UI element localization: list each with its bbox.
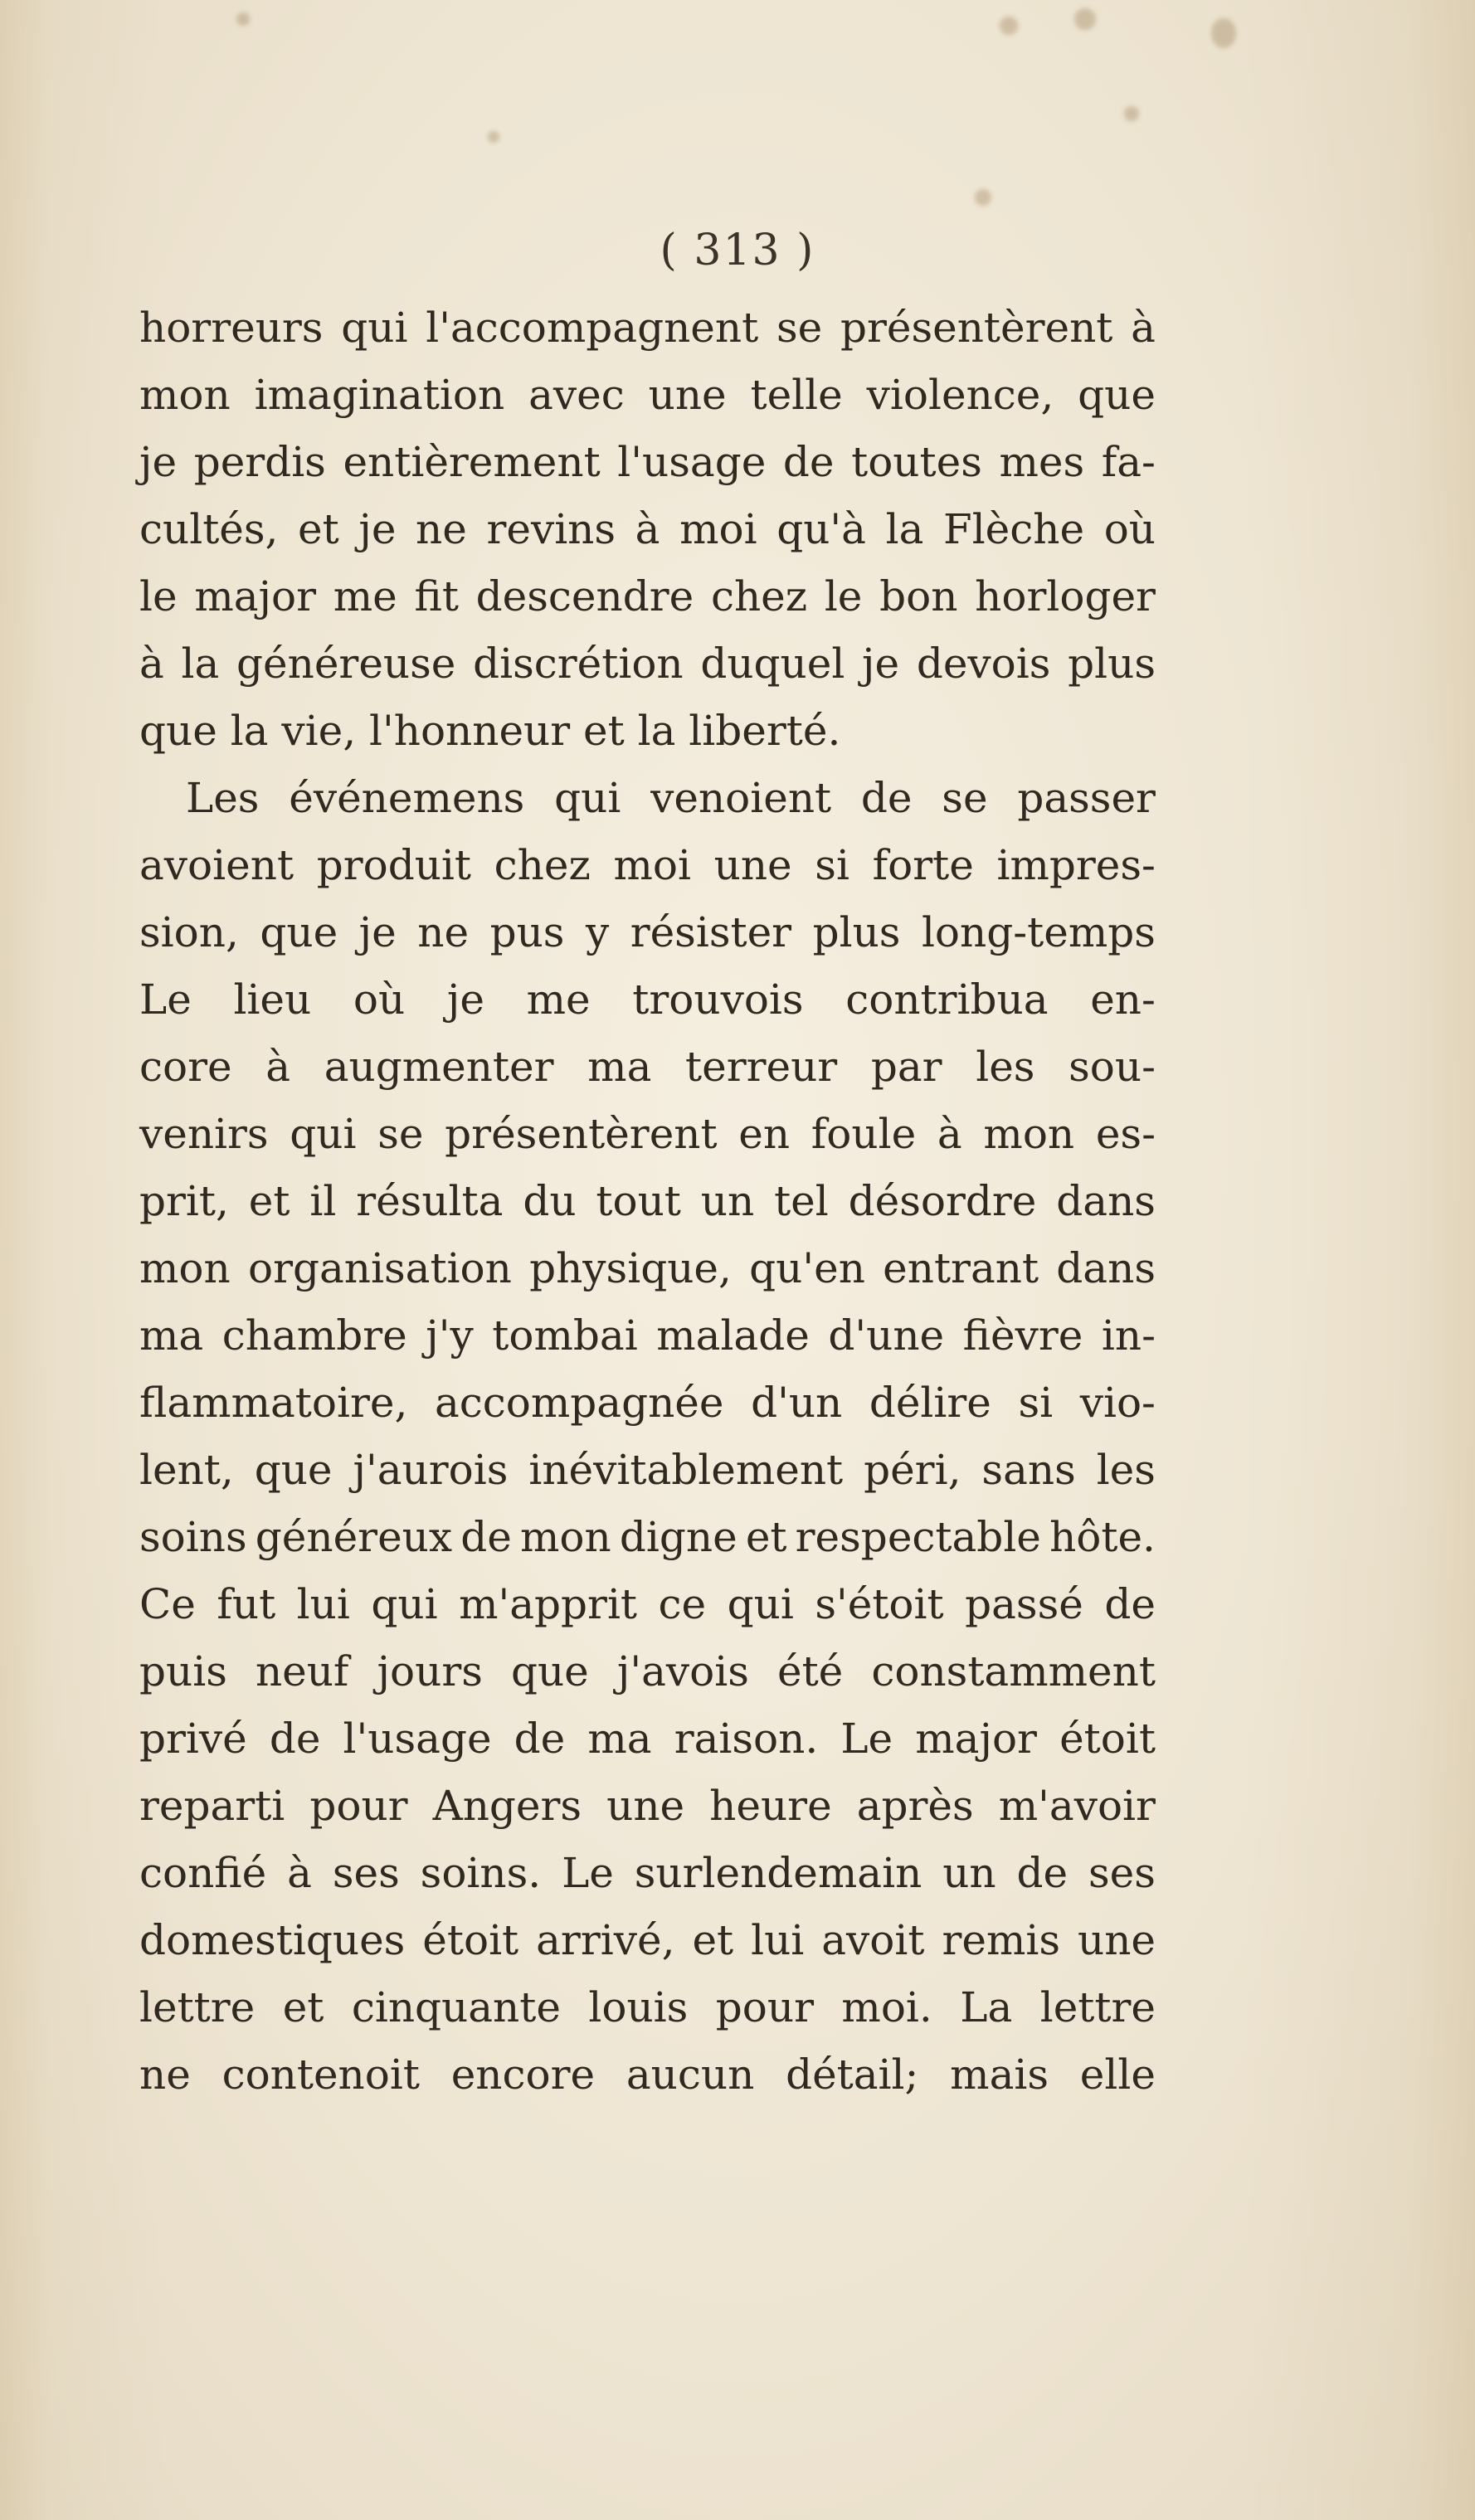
foxing-spot xyxy=(1124,106,1139,121)
word: mon xyxy=(519,1513,611,1561)
word: de xyxy=(1016,1849,1069,1897)
word: l'accompagnent xyxy=(426,304,759,352)
word: chambre xyxy=(221,1311,407,1360)
text-line xyxy=(139,1705,1156,1773)
text-line xyxy=(139,1369,1156,1437)
word: la xyxy=(885,505,924,553)
word: les xyxy=(976,1043,1035,1091)
word: constamment xyxy=(871,1647,1156,1695)
word: tout xyxy=(596,1177,681,1225)
word: été xyxy=(777,1647,844,1695)
word: avec xyxy=(528,371,625,419)
word: pour xyxy=(715,1983,814,2031)
word: à xyxy=(139,640,164,688)
text-line xyxy=(139,1974,1156,2041)
text-line xyxy=(139,630,1156,698)
word: de xyxy=(860,774,913,822)
word: j'aurois xyxy=(353,1446,509,1494)
word: elle xyxy=(1079,2051,1156,2099)
foxing-spot xyxy=(1000,17,1018,35)
word: une xyxy=(1078,1916,1156,1964)
word: et xyxy=(298,505,339,553)
word: un xyxy=(700,1177,755,1225)
word: je xyxy=(862,640,900,688)
word: que xyxy=(254,1446,333,1494)
word: à xyxy=(937,1110,962,1158)
word: si xyxy=(1018,1379,1054,1427)
word: après xyxy=(856,1782,974,1830)
word: privé xyxy=(139,1715,247,1763)
text-line xyxy=(139,1168,1156,1235)
text-line xyxy=(139,1235,1156,1302)
word: horreurs xyxy=(139,304,324,352)
word: domestiques xyxy=(139,1916,406,1964)
word: inévitablement xyxy=(528,1446,844,1494)
word: par xyxy=(870,1043,942,1091)
word: qu'à xyxy=(776,505,866,553)
word: m'avoir xyxy=(998,1782,1156,1830)
word: le xyxy=(139,572,178,620)
word: la xyxy=(181,640,220,688)
word: de xyxy=(782,438,835,486)
text-line xyxy=(139,362,1156,429)
word: me xyxy=(526,975,591,1024)
word: entrant xyxy=(883,1244,1039,1292)
word: d'un xyxy=(751,1379,843,1427)
word: encore xyxy=(450,2051,596,2099)
text-line xyxy=(139,966,1156,1034)
word: produit xyxy=(316,841,472,889)
text-line xyxy=(139,1302,1156,1369)
word: in- xyxy=(1101,1311,1156,1360)
word: malade xyxy=(656,1311,810,1360)
word: descendre xyxy=(475,572,694,620)
word: où xyxy=(1103,505,1156,553)
word: ne xyxy=(416,505,467,553)
word: une xyxy=(606,1782,685,1830)
word: remis xyxy=(942,1916,1061,1964)
word: ce xyxy=(658,1580,707,1628)
text-line xyxy=(139,1840,1156,1907)
word: prit, xyxy=(139,1177,229,1225)
word: long-temps xyxy=(921,908,1156,956)
word: que xyxy=(1078,371,1156,419)
word: de xyxy=(269,1715,321,1763)
word: que xyxy=(510,1647,589,1695)
word: pour xyxy=(309,1782,408,1830)
word: sou- xyxy=(1069,1043,1156,1091)
word: mais xyxy=(950,2051,1049,2099)
word: dans xyxy=(1056,1244,1156,1292)
word: et xyxy=(282,1983,324,2031)
word: étoit xyxy=(422,1916,519,1964)
word: fièvre xyxy=(962,1311,1083,1360)
text-line xyxy=(139,832,1156,899)
word: l'usage xyxy=(617,438,767,486)
word: lettre xyxy=(139,1983,256,2031)
word: me xyxy=(333,572,397,620)
word: es- xyxy=(1095,1110,1156,1158)
word: qui xyxy=(727,1580,794,1628)
word: fit xyxy=(414,572,459,620)
text-line xyxy=(139,1034,1156,1101)
word: contenoit xyxy=(221,2051,420,2099)
word: une xyxy=(648,371,727,419)
word: chez xyxy=(494,841,591,889)
word: généreuse xyxy=(236,640,456,688)
word: à xyxy=(1131,304,1156,352)
foxing-spot xyxy=(236,12,250,26)
word: ne xyxy=(417,908,470,956)
word: digne xyxy=(619,1513,738,1561)
word: qui xyxy=(341,304,408,352)
word: moi xyxy=(679,505,757,553)
foxing-spot xyxy=(488,131,499,143)
word: forte xyxy=(872,841,974,889)
word: je xyxy=(358,505,397,553)
word: neuf xyxy=(255,1647,349,1695)
text-line xyxy=(139,1571,1156,1638)
word: passer xyxy=(1017,774,1156,822)
word: surlendemain xyxy=(634,1849,922,1897)
word: raison. xyxy=(674,1715,819,1763)
word: j'avois xyxy=(616,1647,749,1695)
text-line: que la vie, l'honneur et la liberté. xyxy=(139,707,841,755)
word: résulta xyxy=(356,1177,504,1225)
word: événemens xyxy=(289,774,525,822)
word: où xyxy=(353,975,406,1024)
word: soins xyxy=(139,1513,247,1561)
word: pus xyxy=(489,908,565,956)
word: respectable xyxy=(795,1513,1041,1561)
word: core xyxy=(139,1043,232,1091)
word: physique, xyxy=(529,1244,732,1292)
word: imagination xyxy=(254,371,505,419)
word: et xyxy=(745,1513,787,1561)
word: trouvois xyxy=(632,975,804,1024)
word: généreux xyxy=(255,1513,453,1561)
word: en xyxy=(738,1110,791,1158)
word: discrétion xyxy=(473,640,684,688)
word: organisation xyxy=(247,1244,512,1292)
word: de xyxy=(1104,1580,1156,1628)
word: major xyxy=(915,1715,1037,1763)
foxing-spot xyxy=(975,189,991,206)
word: à xyxy=(635,505,660,553)
word: ses xyxy=(1088,1849,1156,1897)
word: étoit xyxy=(1059,1715,1156,1763)
word: y xyxy=(585,908,610,956)
word: entièrement xyxy=(343,438,601,486)
word: horloger xyxy=(975,572,1156,620)
word: bon xyxy=(879,572,958,620)
word: les xyxy=(1096,1446,1156,1494)
word: heure xyxy=(709,1782,832,1830)
word: j'y xyxy=(426,1311,474,1360)
word: je xyxy=(139,438,178,486)
word: passé xyxy=(965,1580,1083,1628)
word: s'étoit xyxy=(815,1580,944,1628)
word: Le xyxy=(840,1715,893,1763)
word: augmenter xyxy=(324,1043,554,1091)
word: mon xyxy=(139,371,231,419)
word: qui xyxy=(554,774,621,822)
word: Ce xyxy=(139,1580,196,1628)
word: plus xyxy=(1068,640,1156,688)
word: d'une xyxy=(828,1311,945,1360)
word: à xyxy=(265,1043,291,1091)
word: cinquante xyxy=(351,1983,561,2031)
word: de xyxy=(514,1715,566,1763)
word: aucun xyxy=(626,2051,755,2099)
word: se xyxy=(377,1110,424,1158)
word: flammatoire, xyxy=(139,1379,408,1427)
word: hôte. xyxy=(1049,1513,1156,1561)
word: Les xyxy=(186,774,260,822)
word: du xyxy=(523,1177,577,1225)
word: ne xyxy=(139,2051,191,2099)
word: le xyxy=(824,572,863,620)
foxing-spot xyxy=(1211,18,1236,48)
word: Le xyxy=(562,1849,614,1897)
word: se xyxy=(942,774,988,822)
word: foule xyxy=(811,1110,917,1158)
word: sans xyxy=(981,1446,1076,1494)
word: un xyxy=(942,1849,996,1897)
word: violence, xyxy=(866,371,1054,419)
word: telle xyxy=(750,371,843,419)
word: lettre xyxy=(1039,1983,1156,2031)
word: reparti xyxy=(139,1782,285,1830)
word: si xyxy=(815,841,849,889)
word: détail; xyxy=(786,2051,919,2099)
word: major xyxy=(194,572,317,620)
word: plus xyxy=(812,908,901,956)
word: ma xyxy=(139,1311,204,1360)
word: accompagnée xyxy=(434,1379,724,1427)
word: puis xyxy=(139,1647,227,1695)
word: et xyxy=(248,1177,290,1225)
word: ses xyxy=(332,1849,400,1897)
word: ma xyxy=(587,1043,652,1091)
word: chez xyxy=(710,572,808,620)
text-line xyxy=(139,765,1156,832)
word: fut xyxy=(217,1580,276,1628)
text-line xyxy=(139,899,1156,966)
word: Angers xyxy=(432,1782,582,1830)
word: Flèche xyxy=(943,505,1085,553)
word: tombai xyxy=(492,1311,638,1360)
word: sion, xyxy=(139,908,239,956)
word: en- xyxy=(1090,975,1156,1024)
word: lui xyxy=(296,1580,350,1628)
text-line xyxy=(139,1907,1156,1974)
word: je xyxy=(446,975,484,1024)
text-line xyxy=(139,563,1156,630)
word: vio- xyxy=(1079,1379,1156,1427)
word: fa- xyxy=(1101,438,1156,486)
word: moi xyxy=(613,841,691,889)
text-line xyxy=(139,496,1156,563)
word: ma xyxy=(587,1715,652,1763)
text-line xyxy=(139,429,1156,496)
text-line xyxy=(139,1437,1156,1504)
word: mon xyxy=(139,1244,231,1292)
word: cultés, xyxy=(139,505,279,553)
page-number: ( 313 ) xyxy=(660,226,815,275)
word: Le xyxy=(139,975,192,1024)
word: confié xyxy=(139,1849,267,1897)
word: venirs xyxy=(139,1110,269,1158)
word: à xyxy=(287,1849,312,1897)
word: moi. xyxy=(841,1983,932,2031)
word: revins xyxy=(486,505,616,553)
word: résister xyxy=(630,908,792,956)
word: mon xyxy=(983,1110,1075,1158)
word: duquel xyxy=(700,640,845,688)
word: arrivé, xyxy=(536,1916,675,1964)
word: lent, xyxy=(139,1446,234,1494)
word: dans xyxy=(1056,1177,1156,1225)
word: contribua xyxy=(845,975,1049,1024)
word: se xyxy=(776,304,823,352)
word: péri, xyxy=(864,1446,961,1494)
word: présentèrent xyxy=(840,304,1113,352)
word: désordre xyxy=(848,1177,1037,1225)
word: qu'en xyxy=(749,1244,865,1292)
word: jours xyxy=(377,1647,483,1695)
word: impres- xyxy=(996,841,1156,889)
word: de xyxy=(460,1513,512,1561)
word: louis xyxy=(588,1983,689,2031)
word: terreur xyxy=(685,1043,838,1091)
word: l'usage xyxy=(343,1715,492,1763)
word: présentèrent xyxy=(445,1110,718,1158)
word: et xyxy=(692,1916,734,1964)
text-line xyxy=(139,1504,1156,1571)
word: devois xyxy=(916,640,1051,688)
text-line xyxy=(139,1101,1156,1168)
word: il xyxy=(309,1177,337,1225)
word: venoient xyxy=(650,774,832,822)
word: mes xyxy=(999,438,1085,486)
word: La xyxy=(960,1983,1013,2031)
word: toutes xyxy=(851,438,982,486)
text-line xyxy=(139,1773,1156,1840)
word: une xyxy=(713,841,792,889)
word: perdis xyxy=(193,438,326,486)
text-line xyxy=(139,1638,1156,1705)
word: je xyxy=(358,908,397,956)
word: tel xyxy=(774,1177,829,1225)
word: délire xyxy=(869,1379,991,1427)
word: qui xyxy=(371,1580,438,1628)
text-line xyxy=(139,294,1156,362)
word: lui xyxy=(751,1916,805,1964)
word: avoient xyxy=(139,841,295,889)
word: que xyxy=(260,908,338,956)
word: lieu xyxy=(233,975,312,1024)
body-text xyxy=(139,294,1156,2109)
word: avoit xyxy=(821,1916,925,1964)
word: m'apprit xyxy=(459,1580,638,1628)
word: soins. xyxy=(420,1849,542,1897)
text-line xyxy=(139,2041,1156,2109)
word: qui xyxy=(290,1110,357,1158)
foxing-spot xyxy=(1074,8,1096,30)
